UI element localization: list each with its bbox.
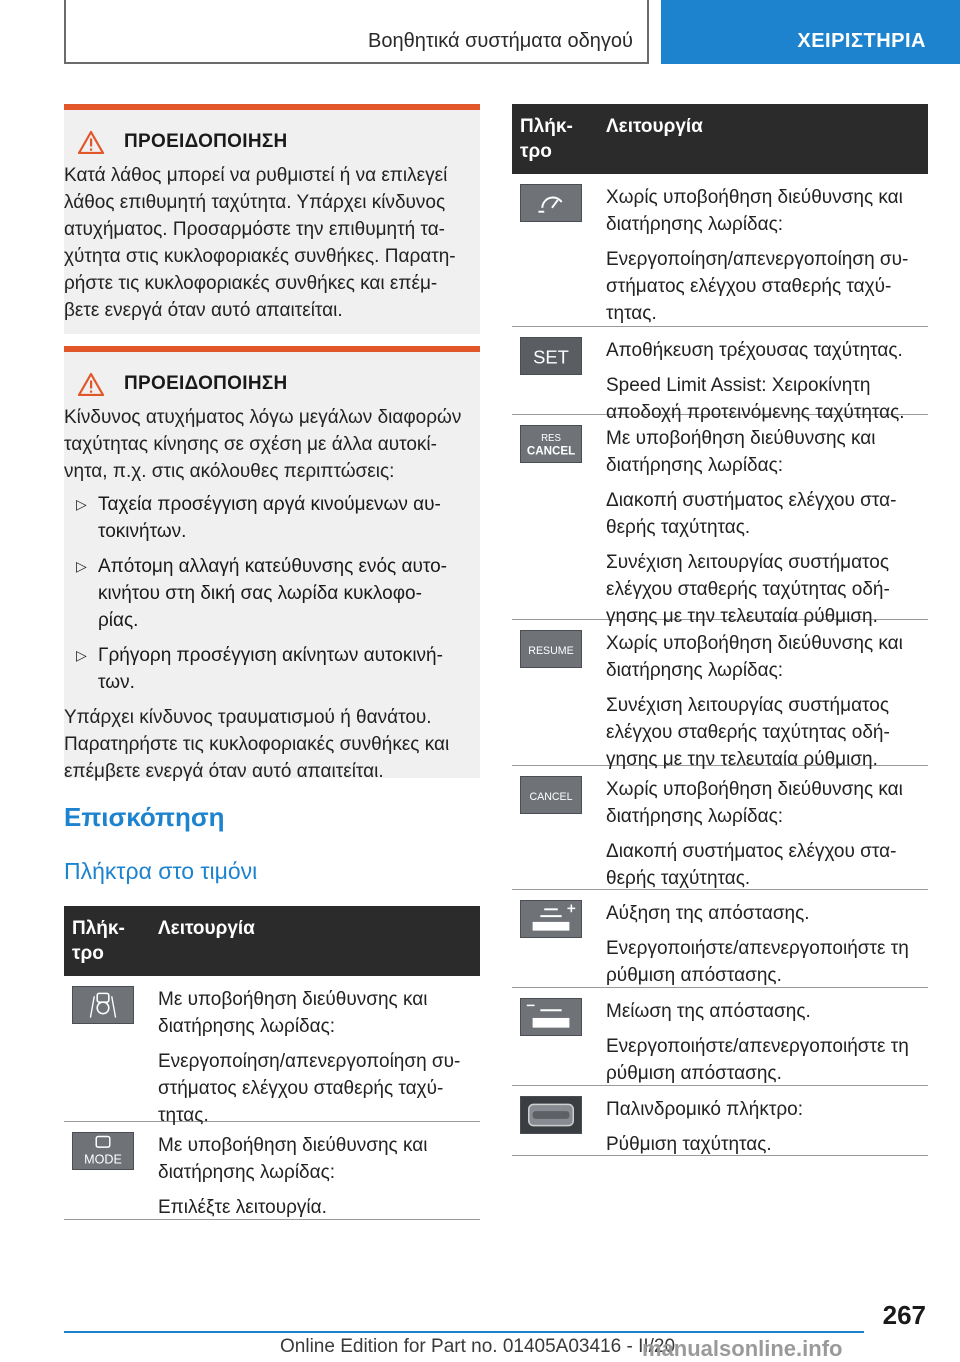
warning-title: ΠΡΟΕΙΔΟΠΟΙΗΣΗ: [124, 131, 288, 152]
overview-heading: Επισκόπηση: [64, 802, 225, 832]
bullet-triangle-icon: ▷: [76, 558, 87, 574]
distance-increase-icon: [520, 900, 582, 938]
table-row: RES CANCEL Με υποβοήθηση διεύθυνσης και διατήρησης λωρίδας: Διακοπή συστήματος ελέγχου στα- θερής ταχύτητας. Συνέχιση λειτουργίας συστήματος ελέγχου σταθερής ταχύτητας οδή- γησης με την τελευταία ρύθμιση.: [512, 415, 928, 620]
watermark: manualsonline.info: [642, 1336, 843, 1361]
res-cancel-button-icon: [520, 425, 582, 463]
list-item: ▷ Απότομη αλλαγή κατεύθυνσης ενός αυτο- κινήτου στη δική σας λωρίδα κυκλοφο- ρίας.: [64, 553, 470, 634]
warning-triangle-icon: [78, 372, 104, 396]
svg-text:CANCEL: CANCEL: [529, 790, 573, 803]
svg-text:RES: RES: [541, 433, 561, 445]
mode-button-icon: [72, 1132, 134, 1170]
warning-box-1: [64, 104, 480, 334]
table-header: [64, 906, 480, 976]
resume-button-icon: [520, 630, 582, 668]
table-row: Μείωση της απόστασης. Ενεργοποιήστε/απενεργοποιήστε τη ρύθμιση απόστασης.: [512, 988, 928, 1086]
chapter-title: ΧΕΙΡΙΣΤΗΡΙΑ: [797, 30, 926, 52]
footer-edition-text: Online Edition for Part no. 01405A03416 - II/20: [280, 1336, 676, 1357]
column-header-key: Πλήκ- τρο: [520, 116, 573, 162]
section-title: Βοηθητικά συστήματα οδηγού: [368, 30, 633, 52]
assist-steering-icon: [72, 986, 134, 1024]
warning-outro: Υπάρχει κίνδυνος τραυματισμού ή θανάτου. Παρατηρήστε τις κυκλοφοριακές συνθήκες και επέμβετε ενεργά όταν αυτό απαιτείται.: [64, 707, 450, 782]
warning-box-2: [64, 346, 480, 782]
svg-text:SET: SET: [533, 346, 569, 368]
footer-divider: [64, 1331, 864, 1333]
distance-decrease-icon: [520, 998, 582, 1036]
list-item: ▷ Γρήγορη προσέγγιση ακίνητων αυτοκινή- των.: [64, 642, 470, 696]
header-section-box: [64, 0, 649, 64]
table-row: Αύξηση της απόστασης. Ενεργοποιήστε/απενεργοποιήστε τη ρύθμιση απόστασης.: [512, 890, 928, 988]
svg-text:RESUME: RESUME: [528, 644, 574, 657]
column-header-function: Λειτουργία: [606, 116, 703, 137]
table-row: Παλινδρομικό πλήκτρο: Ρύθμιση ταχύτητας.: [512, 1086, 928, 1156]
table-row: Χωρίς υποβοήθηση διεύθυνσης και διατήρησης λωρίδας: Ενεργοποίηση/απενεργοποίηση συ- στήματος ελέγχου σταθερής ταχύ- τητας.: [512, 174, 928, 327]
column-header-function: Λειτουργία: [158, 918, 255, 939]
svg-text:MODE: MODE: [84, 1152, 122, 1167]
set-button-icon: [520, 337, 582, 375]
column-header-key: Πλήκ- τρο: [72, 918, 125, 964]
warning-intro: Κίνδυνος ατυχήματος λόγω μεγάλων διαφορών ταχύτητας κίνησης σε σχέση με άλλα αυτοκί- νητα, π.χ. στις ακόλουθες περιπτώσεις:: [64, 407, 462, 482]
rocker-switch-icon: [520, 1096, 582, 1134]
right-key-table: [512, 104, 928, 1156]
warning-title: ΠΡΟΕΙΔΟΠΟΙΗΣΗ: [124, 373, 288, 394]
bullet-triangle-icon: ▷: [76, 647, 87, 663]
steering-buttons-heading: Πλήκτρα στο τιμόνι: [64, 858, 258, 884]
table-row: SET Αποθήκευση τρέχουσας ταχύτητας. Speed Limit Assist: Χειροκίνητη αποδοχή προτεινόμενης ταχύτητας.: [512, 327, 928, 415]
table-header: [512, 104, 928, 174]
svg-text:CANCEL: CANCEL: [526, 444, 576, 458]
left-key-table: [64, 906, 480, 1220]
table-row: Με υποβοήθηση διεύθυνσης και διατήρησης λωρίδας: Ενεργοποίηση/απενεργοποίηση συ- στήματος ελέγχου σταθερής ταχύ- τητας.: [64, 976, 480, 1122]
list-item: ▷ Ταχεία προσέγγιση αργά κινούμενων αυ- τοκινήτων.: [64, 491, 470, 545]
table-row: RESUME Χωρίς υποβοήθηση διεύθυνσης και διατήρησης λωρίδας: Συνέχιση λειτουργίας συστήματος ελέγχου σταθερής ταχύτητας οδή- γησης με την τελευταία ρύθμιση.: [512, 620, 928, 766]
warning-bullet-list: [64, 491, 470, 696]
table-row: MODE Με υποβοήθηση διεύθυνσης και διατήρησης λωρίδας: Επιλέξτε λειτουργία.: [64, 1122, 480, 1220]
page-number: 267: [882, 1300, 926, 1330]
chapter-tab: [661, 0, 960, 64]
warning-text: Κατά λάθος μπορεί να ρυθμιστεί ή να επιλεγεί λάθος επιθυμητή ταχύτητα. Υπάρχει κίνδυνος ατυχήματος. Προσαρμόστε την επιθυμητή τα- χύτητα στις κυκλοφοριακές συνθήκες. Παρατη- ρήστε τις κυκλοφοριακές συνθήκες και επέμ- βετε ενεργά όταν αυτό απαιτείται.: [64, 165, 456, 321]
table-row: CANCEL Χωρίς υποβοήθηση διεύθυνσης και διατήρησης λωρίδας: Διακοπή συστήματος ελέγχου στα- θερής ταχύτητας.: [512, 766, 928, 890]
cruise-control-icon: [520, 184, 582, 222]
warning-triangle-icon: [78, 130, 104, 154]
bullet-triangle-icon: ▷: [76, 496, 87, 512]
cancel-button-icon: [520, 776, 582, 814]
